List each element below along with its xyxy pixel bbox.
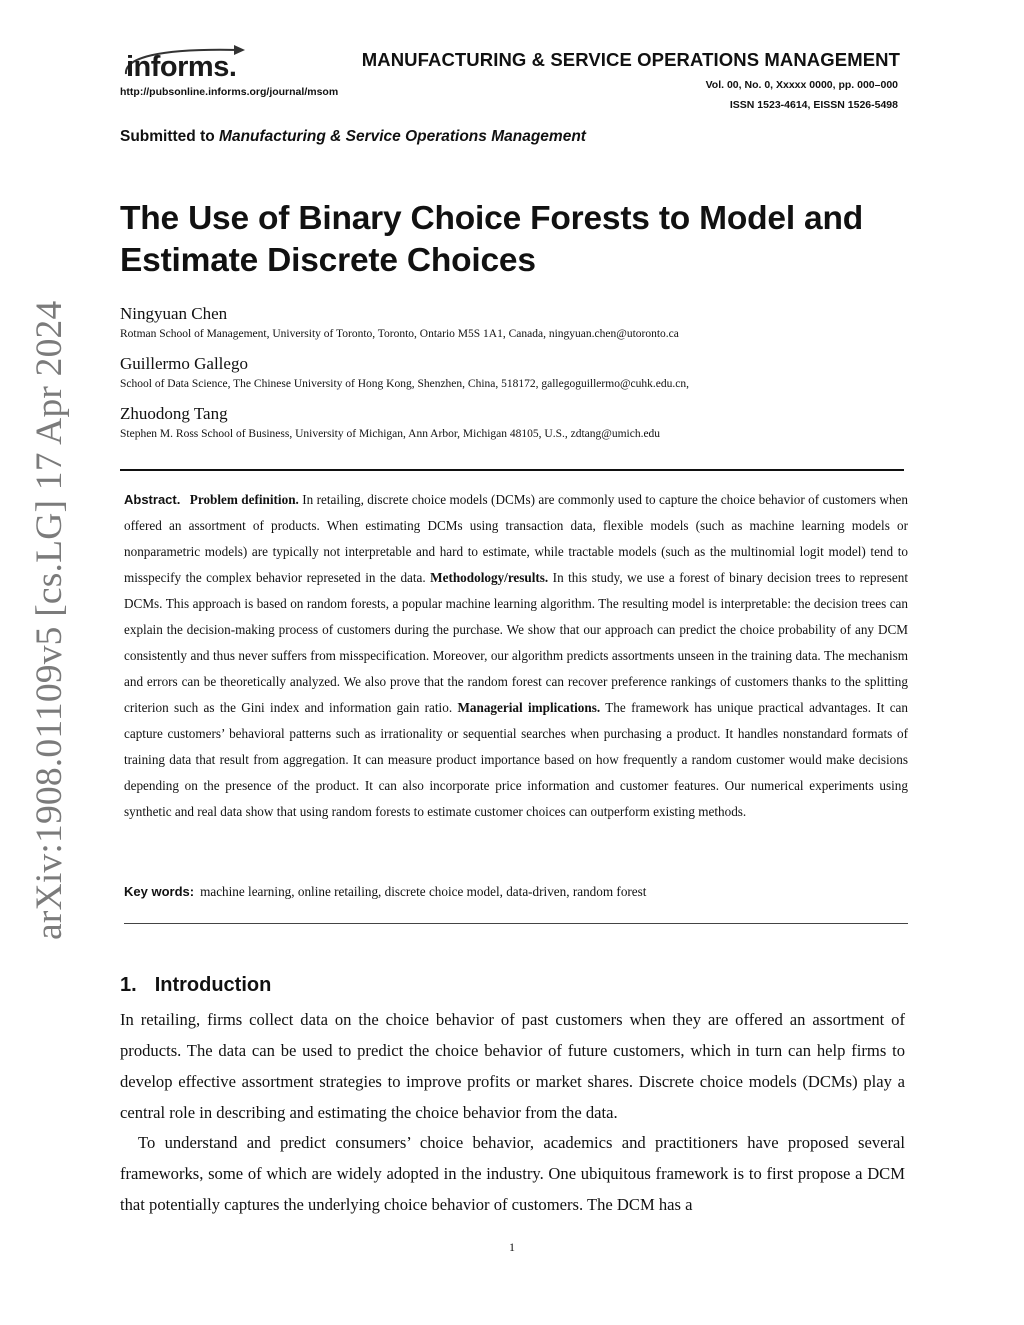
journal-url[interactable]: http://pubsonline.informs.org/journal/msom [120, 86, 339, 98]
page-number: 1 [509, 1240, 515, 1254]
logo-wordmark: informs. [126, 51, 237, 83]
section-number: 1. [120, 974, 137, 996]
abstract-heading: Problem definition. [189, 492, 299, 507]
section-heading [120, 974, 271, 997]
abstract-heading: Managerial implications. [457, 700, 601, 715]
body-paragraph: To understand and predict consumers’ choice behavior, academics and practitioners have proposed several frameworks, some of which are widely adopted in the industry. One ubiquitous framework is to first propose a DCM that potentially captures the underlying choice behavior of customers. The DCM has a [120, 1133, 905, 1214]
journal-name: MANUFACTURING & SERVICE OPERATIONS MANAGEMENT [361, 49, 900, 70]
submitted-note [120, 128, 586, 146]
abstract [124, 487, 908, 825]
keywords [124, 884, 908, 900]
issn-line: ISSN 1523-4614, EISSN 1526-5498 [729, 99, 898, 111]
abstract-text: The framework has unique practical advantages. It can capture customers’ behavioral patterns such as irrationality or sequential searches when purchasing a product. It handles nonstandard formats of training data that result from aggregation. It can measure product importance based on how frequently a random customer would make decisions depending on the presence of the product. It can also incorporate price information and customer features. Our numerical experiments using synthetic and real data show that using random forests to estimate customer choices can outperform existing methods. [124, 700, 908, 819]
author-affiliation: School of Data Science, The Chinese University of Hong Kong, Shenzhen, China, 518172, gallegoguillermo@cuhk.edu.cn, [120, 378, 689, 390]
submitted-prefix: Submitted to [120, 128, 220, 145]
divider [124, 923, 908, 924]
author-name: Ningyuan Chen [120, 304, 228, 323]
submitted-journal: Manufacturing & Service Operations Management [219, 128, 586, 145]
author-name: Zhuodong Tang [120, 404, 228, 423]
abstract-text: In this study, we use a forest of binary decision trees to represent DCMs. This approach is based on random forests, a popular machine learning algorithm. The resulting model is interpretable: the decision trees can explain the decision-making process of customers during the purchase. We show that our approach can predict the choice probability of any DCM consistently and thus never suffers from misspecification. Moreover, our algorithm predicts assortments unseen in the training data. The mechanism and errors can be theoretically analyzed. We also prove that the random forest can recover preference rankings of customers thanks to the splitting criterion such as the Gini index and information gain ratio. [124, 570, 908, 715]
abstract-label: Abstract. [124, 492, 181, 507]
paper-title: The Use of Binary Choice Forests to Model and Estimate Discrete Choices [120, 200, 863, 279]
arxiv-side-stamp: arXiv:1908.01109v5 [cs.LG] 17 Apr 2024 [29, 300, 70, 940]
section-title: Introduction [154, 974, 272, 996]
keywords-label: Key words: [124, 884, 195, 899]
author-affiliation: Rotman School of Management, University of Toronto, Toronto, Ontario M5S 1A1, Canada, ningyuan.chen@utoronto.ca [120, 328, 679, 340]
author-name: Guillermo Gallego [120, 354, 248, 373]
volume-line: Vol. 00, No. 0, Xxxxx 0000, pp. 000–000 [705, 79, 898, 91]
body-paragraph: In retailing, firms collect data on the choice behavior of past customers when they are offered an assortment of products. The data can be used to predict the choice behavior of future customers, which in turn can help firms to develop effective assortment strategies to improve profits or market shares. Discrete choice models (DCMs) play a central role in describing and estimating the choice behavior from the data. [120, 1010, 905, 1122]
abstract-text: In retailing, discrete choice models (DCMs) are commonly used to capture the choice behavior of customers when offered an assortment of products. When estimating DCMs using transaction data, flexible models (such as machine learning models or nonparametric models) are typically not interpretable and hard to estimate, while tractable models (such as the multinomial logit model) tend to misspecify the complex behavior represeted in the data. [124, 492, 909, 585]
author-affiliation: Stephen M. Ross School of Business, University of Michigan, Ann Arbor, Michigan 48105, U.S., zdtang@umich.edu [120, 428, 661, 440]
abstract-heading: Methodology/results. [430, 570, 549, 585]
informs-logo [118, 50, 253, 84]
divider [120, 469, 904, 471]
keywords-text: machine learning, online retailing, discrete choice model, data-driven, random forest [200, 884, 647, 899]
